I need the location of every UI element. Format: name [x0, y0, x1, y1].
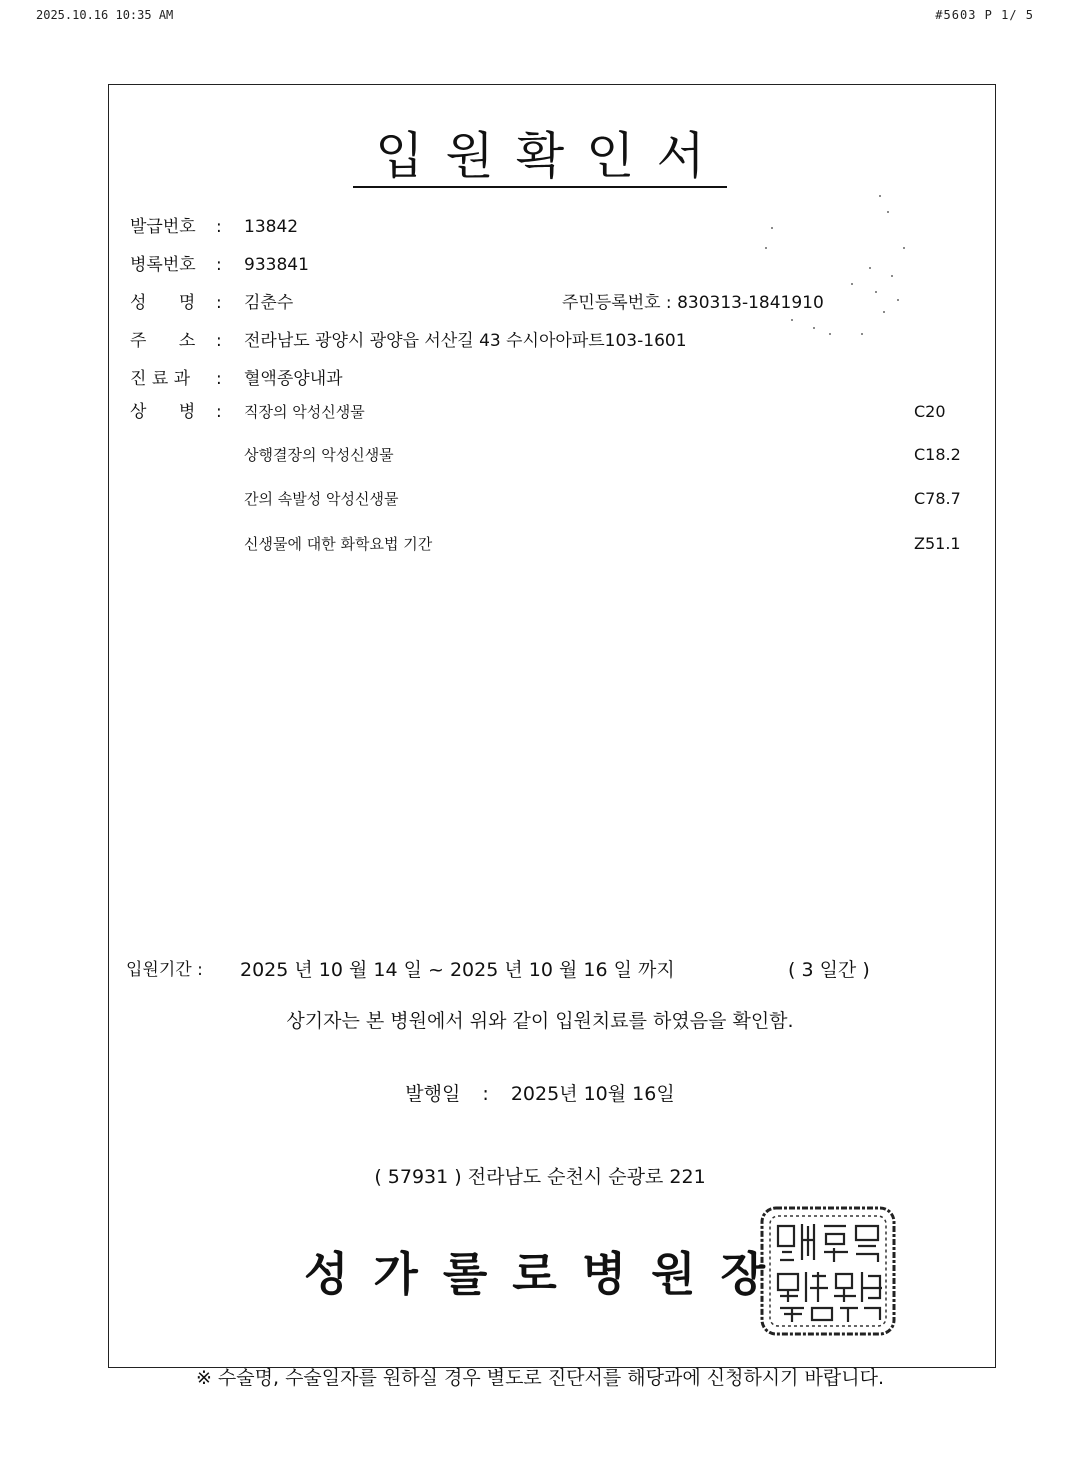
field-separator: :: [216, 217, 222, 237]
fax-header: [0, 8, 1080, 26]
field-separator: :: [216, 293, 222, 313]
issue-date-separator: :: [482, 1083, 489, 1105]
field-value: 전라남도 광양시 광양읍 서산길 43 수시아아파트103-1601: [244, 331, 687, 351]
hospital-address: ( 57931 ) 전라남도 순천시 순광로 221: [374, 1166, 706, 1188]
diagnosis-code: C78.7: [914, 489, 961, 508]
diagnosis-code: Z51.1: [914, 534, 961, 553]
diagnosis-name: 간의 속발성 악성신생물: [244, 490, 399, 508]
diagnosis-code: C18.2: [914, 445, 961, 464]
diagnosis-row: [244, 488, 964, 510]
field-label: 상 병: [130, 402, 196, 422]
document-title: 입원확인서: [0, 128, 1080, 188]
admission-period-days: ( 3 일간 ): [788, 959, 870, 981]
footnote: ※ 수술명, 수술일자를 원하실 경우 별도로 진단서를 해당과에 신청하시기 바랍니다.: [195, 1367, 885, 1389]
field-label: 주 소: [130, 331, 196, 351]
issue-date-label: 발행일: [405, 1083, 461, 1105]
fax-page-number: #5603 P 1/ 5: [935, 8, 1034, 22]
field-label: 성 명: [130, 293, 196, 313]
field-value: 김춘수: [244, 293, 294, 313]
field-label: 발급번호: [130, 217, 196, 237]
field-label: 진 료 과: [130, 369, 191, 389]
field-separator: :: [216, 369, 222, 389]
field-separator: :: [216, 331, 222, 351]
field-separator: :: [216, 402, 222, 422]
field-value: 933841: [244, 255, 309, 275]
hospital-director-name: 성가롤로병원장: [304, 1247, 791, 1301]
admission-period-dates: 2025 년 10 월 14 일 ~ 2025 년 10 월 16 일 까지: [240, 959, 675, 981]
diagnosis-name: 신생물에 대한 화학요법 기간: [244, 535, 433, 553]
diagnosis-row: [244, 533, 964, 555]
resident-registration-number: 주민등록번호 : 830313-1841910: [562, 293, 824, 313]
issue-date: [0, 1081, 1080, 1107]
field-value: 13842: [244, 217, 299, 237]
diagnosis-name: 직장의 악성신생물: [244, 403, 365, 421]
field-label: 병록번호: [130, 255, 196, 275]
field-separator: :: [216, 255, 222, 275]
diagnosis-row: [244, 401, 964, 423]
diagnosis-row: [244, 444, 964, 466]
admission-period-label: 입원기간 :: [126, 960, 203, 980]
confirmation-statement: 상기자는 본 병원에서 위와 같이 입원치료를 하였음을 확인함.: [286, 1010, 794, 1032]
fax-datetime: 2025.10.16 10:35 AM: [36, 8, 174, 22]
diagnosis-code: C20: [914, 402, 946, 421]
scan-noise: [752, 188, 912, 348]
field-value: 혈액종양내과: [244, 369, 343, 389]
issue-date-value: 2025년 10월 16일: [510, 1083, 675, 1105]
diagnosis-name: 상행결장의 악성신생물: [244, 446, 394, 464]
